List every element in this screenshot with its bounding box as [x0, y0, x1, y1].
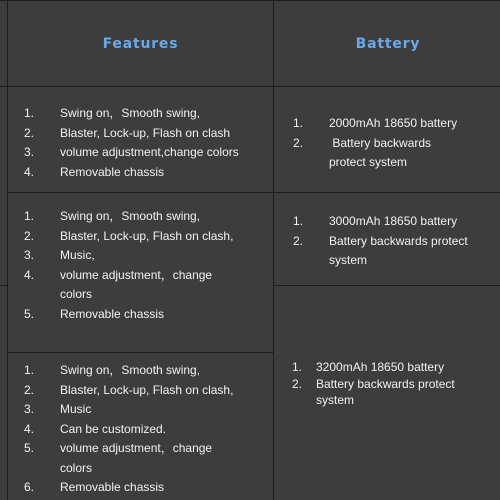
- list-text: Removable chassis: [60, 306, 165, 321]
- features-cell-row-1: [7, 86, 274, 193]
- list-item: [293, 114, 500, 134]
- list-text: 3200mAh 18650 battery: [316, 360, 445, 374]
- list-number: 6.: [24, 480, 35, 494]
- list-number: 3.: [24, 145, 35, 159]
- list-item: [293, 134, 500, 173]
- battery-list-row-2: [293, 212, 500, 271]
- list-item: [24, 266, 273, 305]
- list-text: Blaster, Lock-up, Flash on clash,: [60, 382, 234, 397]
- list-number: 3.: [24, 248, 35, 262]
- list-text: 2000mAh 18650 battery: [329, 116, 458, 130]
- battery-header: Battery: [355, 35, 421, 52]
- features-cell-row-2: [7, 192, 274, 353]
- features-header-cell: [7, 0, 274, 87]
- list-number: 2.: [293, 233, 304, 248]
- list-text: Swing on，Smooth swing,: [60, 106, 201, 120]
- list-number: 4.: [24, 421, 35, 436]
- list-text: Music,: [60, 248, 95, 262]
- features-list-row-3: [24, 361, 273, 498]
- list-item: [24, 478, 273, 498]
- features-list-row-1: [24, 104, 273, 182]
- list-item: [24, 361, 273, 381]
- list-item: [24, 207, 273, 227]
- list-item: [24, 305, 273, 325]
- features-list-row-2: [24, 207, 273, 324]
- list-item: [24, 124, 273, 144]
- battery-cell-row-1: [273, 86, 500, 193]
- list-text: 3000mAh 18650 battery: [329, 214, 458, 228]
- list-text: Swing on，Smooth swing,: [60, 209, 201, 223]
- features-header: Features: [102, 35, 179, 52]
- list-number: 1.: [24, 363, 35, 377]
- list-text: Battery backwards protect system: [316, 376, 455, 407]
- list-number: 1.: [24, 209, 35, 223]
- list-number: 1.: [293, 116, 304, 130]
- list-number: 3.: [24, 402, 35, 416]
- list-item: [24, 400, 273, 420]
- list-item: [24, 163, 273, 183]
- features-cell-row-3: [7, 352, 274, 500]
- list-text: Battery backwards protect system: [329, 233, 468, 267]
- list-item: [24, 246, 273, 266]
- battery-list-row-1: [293, 114, 500, 173]
- list-number: 2.: [292, 376, 303, 391]
- list-number: 5.: [24, 441, 35, 455]
- list-text: Battery backwards protect system: [329, 135, 435, 169]
- list-item: [292, 376, 500, 409]
- list-number: 1.: [24, 106, 35, 120]
- list-item: [24, 381, 273, 401]
- list-item: [24, 143, 273, 163]
- list-item: [293, 232, 500, 271]
- list-text: Can be customized.: [60, 421, 167, 436]
- list-number: 2.: [24, 125, 35, 140]
- list-item: [24, 439, 273, 478]
- list-number: 1.: [292, 360, 303, 374]
- list-number: 1.: [293, 214, 304, 228]
- list-item: [24, 227, 273, 247]
- list-text: Swing on，Smooth swing,: [60, 363, 201, 377]
- list-text: volume adjustment，change colors: [60, 267, 213, 301]
- list-number: 4.: [24, 267, 35, 282]
- list-text: Removable chassis: [60, 164, 165, 179]
- battery-header-cell: [273, 0, 500, 87]
- battery-list-row-3: [292, 359, 500, 409]
- list-text: volume adjustment，change colors: [60, 441, 213, 475]
- list-number: 2.: [24, 228, 35, 243]
- list-number: 4.: [24, 164, 35, 179]
- list-number: 2.: [293, 135, 304, 150]
- list-text: volume adjustment,change colors: [60, 145, 239, 159]
- battery-cell-row-2: [273, 192, 500, 286]
- list-number: 2.: [24, 382, 35, 397]
- list-number: 5.: [24, 306, 35, 321]
- list-text: Blaster, Lock-up, Flash on clash: [60, 125, 231, 140]
- list-item: [24, 104, 273, 124]
- list-text: Music: [60, 402, 92, 416]
- list-item: [293, 212, 500, 232]
- list-text: Blaster, Lock-up, Flash on clash,: [60, 228, 234, 243]
- list-item: [24, 420, 273, 440]
- list-text: Removable chassis: [60, 480, 165, 494]
- battery-cell-row-3: [273, 285, 500, 500]
- list-item: [292, 359, 500, 376]
